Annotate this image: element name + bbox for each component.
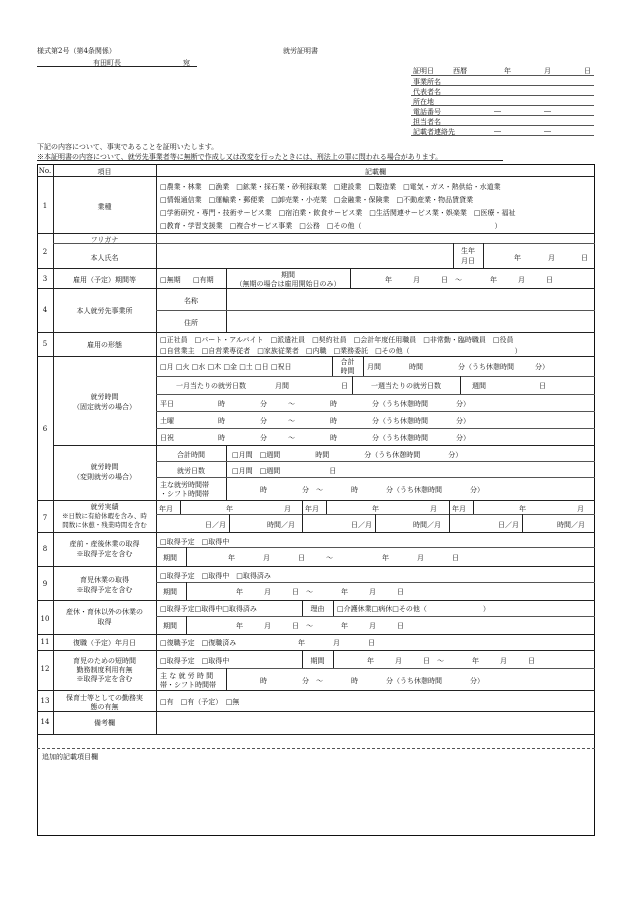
variable-shift-label-2: ・シフト時間帯 xyxy=(160,490,209,498)
row5-no: 5 xyxy=(42,340,48,348)
industry-line-1[interactable]: □農業・林業 □漁業 □鉱業・採石業・砂利採取業 □建設業 □製造業 □電気・ガス・熱供給・水道業 xyxy=(160,183,501,191)
note-line-2: ※本証明書の内容について、就労先事業者等に無断で作成し又は改変を行ったときには、刑法上の罪に問われる場合があります。 xyxy=(37,153,443,161)
row7-label-3: 間数に休憩・残業時間を含む xyxy=(62,521,147,529)
fixed-hours-label-2: （固定就労の場合） xyxy=(73,403,136,411)
short-hours-shift-label-1: 主 な 就 労 時 間 xyxy=(160,672,214,680)
col-item-header: 項目 xyxy=(97,168,112,176)
row12-label-1: 育児のための短時間 xyxy=(73,657,136,665)
monthly-days-day: 日 xyxy=(341,382,348,390)
row11-no: 11 xyxy=(40,638,50,646)
workplace-address-label: 住所 xyxy=(184,319,198,327)
other-leave-period-label: 期間 xyxy=(163,622,177,630)
weekday-label: 平日 xyxy=(160,400,174,408)
cert-representative: 代表者名 xyxy=(413,88,441,96)
total-hours-label-1: 合計 xyxy=(340,358,355,366)
record1-month: 月 xyxy=(284,505,291,513)
row7-no: 7 xyxy=(42,514,48,522)
addressee-underline xyxy=(37,66,197,67)
remarks-label: 備考欄 xyxy=(94,719,115,727)
other-leave-options[interactable]: □取得予定□取得中□取得済み xyxy=(160,605,257,613)
short-hours-period-label: 期間 xyxy=(310,657,325,665)
fixed-hours-label-1: 就労時間 xyxy=(90,393,119,401)
note-line-1: 下記の内容について、事実であることを証明いたします。 xyxy=(37,143,219,151)
name-label: 本人氏名 xyxy=(90,254,119,262)
short-hours-period: 年 月 日 ～ 年 月 日 xyxy=(367,657,535,665)
employment-period: 年 月 日 ～ 年 月 日 xyxy=(385,276,553,284)
total-hours-label-2: 時間 xyxy=(340,367,355,375)
form-number: 様式第2号（第4条関係） xyxy=(37,47,116,55)
dob-label-1: 生年 xyxy=(461,247,475,255)
record1-ym-label: 年月 xyxy=(159,505,173,513)
cert-contact: 記載者連絡先 xyxy=(413,128,455,136)
workday-checkboxes[interactable]: □月 □火 □水 □木 □金 □土 □日 □祝日 xyxy=(160,363,292,371)
furigana-label: フリガナ xyxy=(90,236,119,244)
industry-line-3[interactable]: □学術研究・専門・技術サービス業 □宿泊業・飲食サービス業 □生活関連サービス業・娯楽業 □医療・福祉 xyxy=(160,209,516,217)
record3-hours: 時間／月 xyxy=(557,521,585,529)
weekday-hours: 時 分 ～ 時 分（うち休憩時間 分） xyxy=(218,400,470,408)
addressee: 有田町長 xyxy=(93,59,121,67)
employment-type-line-2[interactable]: □自営業主 □自営業専従者 □家族従業者 □内職 □業務委託 □その他（ ） xyxy=(160,347,522,355)
row10-no: 10 xyxy=(40,615,50,623)
dob-label-2: 月日 xyxy=(461,257,475,265)
dob-day: 日 xyxy=(581,254,588,262)
term-indefinite[interactable]: □無期 xyxy=(160,276,181,284)
cert-day-unit: 日 xyxy=(584,67,591,75)
dob-year: 年 xyxy=(514,254,521,262)
record1-year: 年 xyxy=(226,505,233,513)
childcare-period-label: 期間 xyxy=(163,588,177,596)
row12-label-3: ※取得予定を含む xyxy=(76,675,133,683)
row13-label-2: 態の有無 xyxy=(90,703,119,711)
row4-no: 4 xyxy=(42,306,48,314)
record1-days: 日／月 xyxy=(205,521,226,529)
record1-hours: 時間／月 xyxy=(267,521,295,529)
maternity-period-label: 期間 xyxy=(163,554,177,562)
cert-phone-dash: ― xyxy=(544,107,551,115)
variable-hours-label-1: 就労時間 xyxy=(90,463,119,471)
employment-type-line-1[interactable]: □正社員 □パート・アルバイト □派遣社員 □契約社員 □会計年度任用職員 □非常勤・臨時職員 □役員 xyxy=(160,336,514,344)
other-leave-period: 年 月 日 ～ 年 月 日 xyxy=(236,622,404,630)
row9-label-1: 育児休業の取得 xyxy=(80,576,129,584)
variable-days-label: 就労日数 xyxy=(177,467,205,475)
cert-month-unit: 月 xyxy=(544,67,551,75)
document-title: 就労証明書 xyxy=(283,47,318,55)
row13-no: 13 xyxy=(40,697,50,705)
row7-label-1: 就労実績 xyxy=(90,503,119,511)
row7-label-2: ※日数に有給休暇を含み、時 xyxy=(62,512,147,520)
row13-label-1: 保育士等としての勤務実 xyxy=(66,694,143,702)
row8-no: 8 xyxy=(42,545,48,553)
holiday-hours: 時 分 ～ 時 分（うち休憩時間 分） xyxy=(218,434,470,442)
record2-days: 日／月 xyxy=(351,521,372,529)
maternity-options[interactable]: □取得予定 □取得中 xyxy=(160,538,230,546)
saturday-hours: 時 分 ～ 時 分（うち休憩時間 分） xyxy=(218,417,470,425)
workplace-name-label: 名称 xyxy=(184,297,198,305)
variable-hours-label-2: （変則就労の場合） xyxy=(73,473,136,481)
weekly-days-unit: 週間 xyxy=(472,382,486,390)
dob-month: 月 xyxy=(548,254,555,262)
record2-month: 月 xyxy=(430,505,437,513)
cert-address: 所在地 xyxy=(413,98,434,106)
period-note: （無期の場合は雇用開始日のみ） xyxy=(235,280,341,288)
cert-contact-dash: ― xyxy=(494,127,501,135)
return-date: 年 月 日 xyxy=(298,639,375,647)
record2-year: 年 xyxy=(372,505,379,513)
monthly-hours: 月間 時間 分（うち休憩時間 分） xyxy=(367,363,549,371)
childcare-worker-options[interactable]: □有 □有（予定） □無 xyxy=(160,698,240,706)
record3-month: 月 xyxy=(577,505,584,513)
record2-hours: 時間／月 xyxy=(413,521,441,529)
childcare-period: 年 月 日 ～ 年 月 日 xyxy=(236,588,404,596)
short-hours-shift-label-2: 帯・シフト時間帯 xyxy=(160,681,216,689)
short-hours-shift-value: 時 分 ～ 時 分（うち休憩時間 分） xyxy=(260,677,484,685)
variable-shift-label-1: 主な就労時間帯 xyxy=(160,481,209,489)
row3-no: 3 xyxy=(42,275,48,283)
weekly-days-label: 一週当たりの就労日数 xyxy=(371,382,441,390)
row9-no: 9 xyxy=(42,580,48,588)
cert-year-unit: 年 xyxy=(504,67,511,75)
row4-label: 本人就労先事業所 xyxy=(76,307,133,315)
record3-year: 年 xyxy=(519,505,526,513)
honorific: 宛 xyxy=(183,59,190,67)
row1-no: 1 xyxy=(42,202,48,210)
row2-no: 2 xyxy=(42,248,48,256)
cert-era: 西暦 xyxy=(453,67,467,75)
term-fixed[interactable]: □有期 xyxy=(193,276,214,284)
industry-line-4[interactable]: □教育・学習支援業 □複合サービス事業 □公務 □その他（ ） xyxy=(160,222,502,230)
row10-label-2: 取得 xyxy=(97,618,112,626)
col-no-header: No. xyxy=(38,167,52,175)
row12-label-2: 勤務制度利用有無 xyxy=(76,666,133,674)
col-content-header: 記載欄 xyxy=(365,168,386,176)
cert-contact-dash: ― xyxy=(544,127,551,135)
row8-label-1: 産前・産後休業の取得 xyxy=(69,540,140,548)
holiday-label: 日祝 xyxy=(160,434,174,442)
industry-line-2[interactable]: □情報通信業 □運輸業・郵便業 □卸売業・小売業 □金融業・保険業 □不動産業・物品賃貸業 xyxy=(160,196,474,204)
cert-date-label: 証明日 xyxy=(413,67,434,75)
return-options[interactable]: □復職予定 □復職済み xyxy=(160,639,237,647)
row1-label: 業種 xyxy=(97,203,112,211)
record3-days: 日／月 xyxy=(498,521,519,529)
variable-total-value[interactable]: □月間 □週間 時間 分（うち休憩時間 分） xyxy=(232,451,463,459)
row8-label-2: ※取得予定を含む xyxy=(76,550,133,558)
row11-label: 復職（予定）年月日 xyxy=(73,639,136,647)
cert-company: 事業所名 xyxy=(413,78,441,86)
record3-ym-label: 年月 xyxy=(452,505,466,513)
saturday-label: 土曜 xyxy=(160,417,174,425)
period-label: 期間 xyxy=(281,271,295,279)
variable-total-label: 合計時間 xyxy=(177,451,205,459)
cert-phone-dash: ― xyxy=(494,107,501,115)
short-hours-options[interactable]: □取得予定 □取得中 xyxy=(160,657,230,665)
other-leave-reason[interactable]: □介護休業□病休□その他（ ） xyxy=(337,605,490,613)
childcare-leave-options[interactable]: □取得予定 □取得中 □取得済み xyxy=(160,572,271,580)
maternity-period: 年 月 日 ～ 年 月 日 xyxy=(228,554,459,562)
row6-no: 6 xyxy=(42,425,48,433)
weekly-days-day: 日 xyxy=(539,382,546,390)
other-leave-reason-label: 理由 xyxy=(310,605,325,613)
additional-items-label: 追加的記載項目欄 xyxy=(42,753,98,761)
variable-days-value[interactable]: □月間 □週間 日 xyxy=(232,467,337,475)
row9-label-2: ※取得予定を含む xyxy=(76,586,133,594)
cert-person: 担当者名 xyxy=(413,118,441,126)
monthly-days-label: 一月当たりの就労日数 xyxy=(176,382,246,390)
record2-ym-label: 年月 xyxy=(305,505,319,513)
monthly-days-unit: 月間 xyxy=(275,382,289,390)
row5-label: 雇用の形態 xyxy=(87,341,122,349)
row12-no: 12 xyxy=(40,665,50,673)
row3-label: 雇用（予定）期間等 xyxy=(73,276,136,284)
cert-phone: 電話番号 xyxy=(413,108,441,116)
row14-no: 14 xyxy=(40,718,50,726)
variable-shift-value: 時 分 ～ 時 分（うち休憩時間 分） xyxy=(260,486,484,494)
row10-label-1: 産休・育休以外の休業の xyxy=(66,608,143,616)
